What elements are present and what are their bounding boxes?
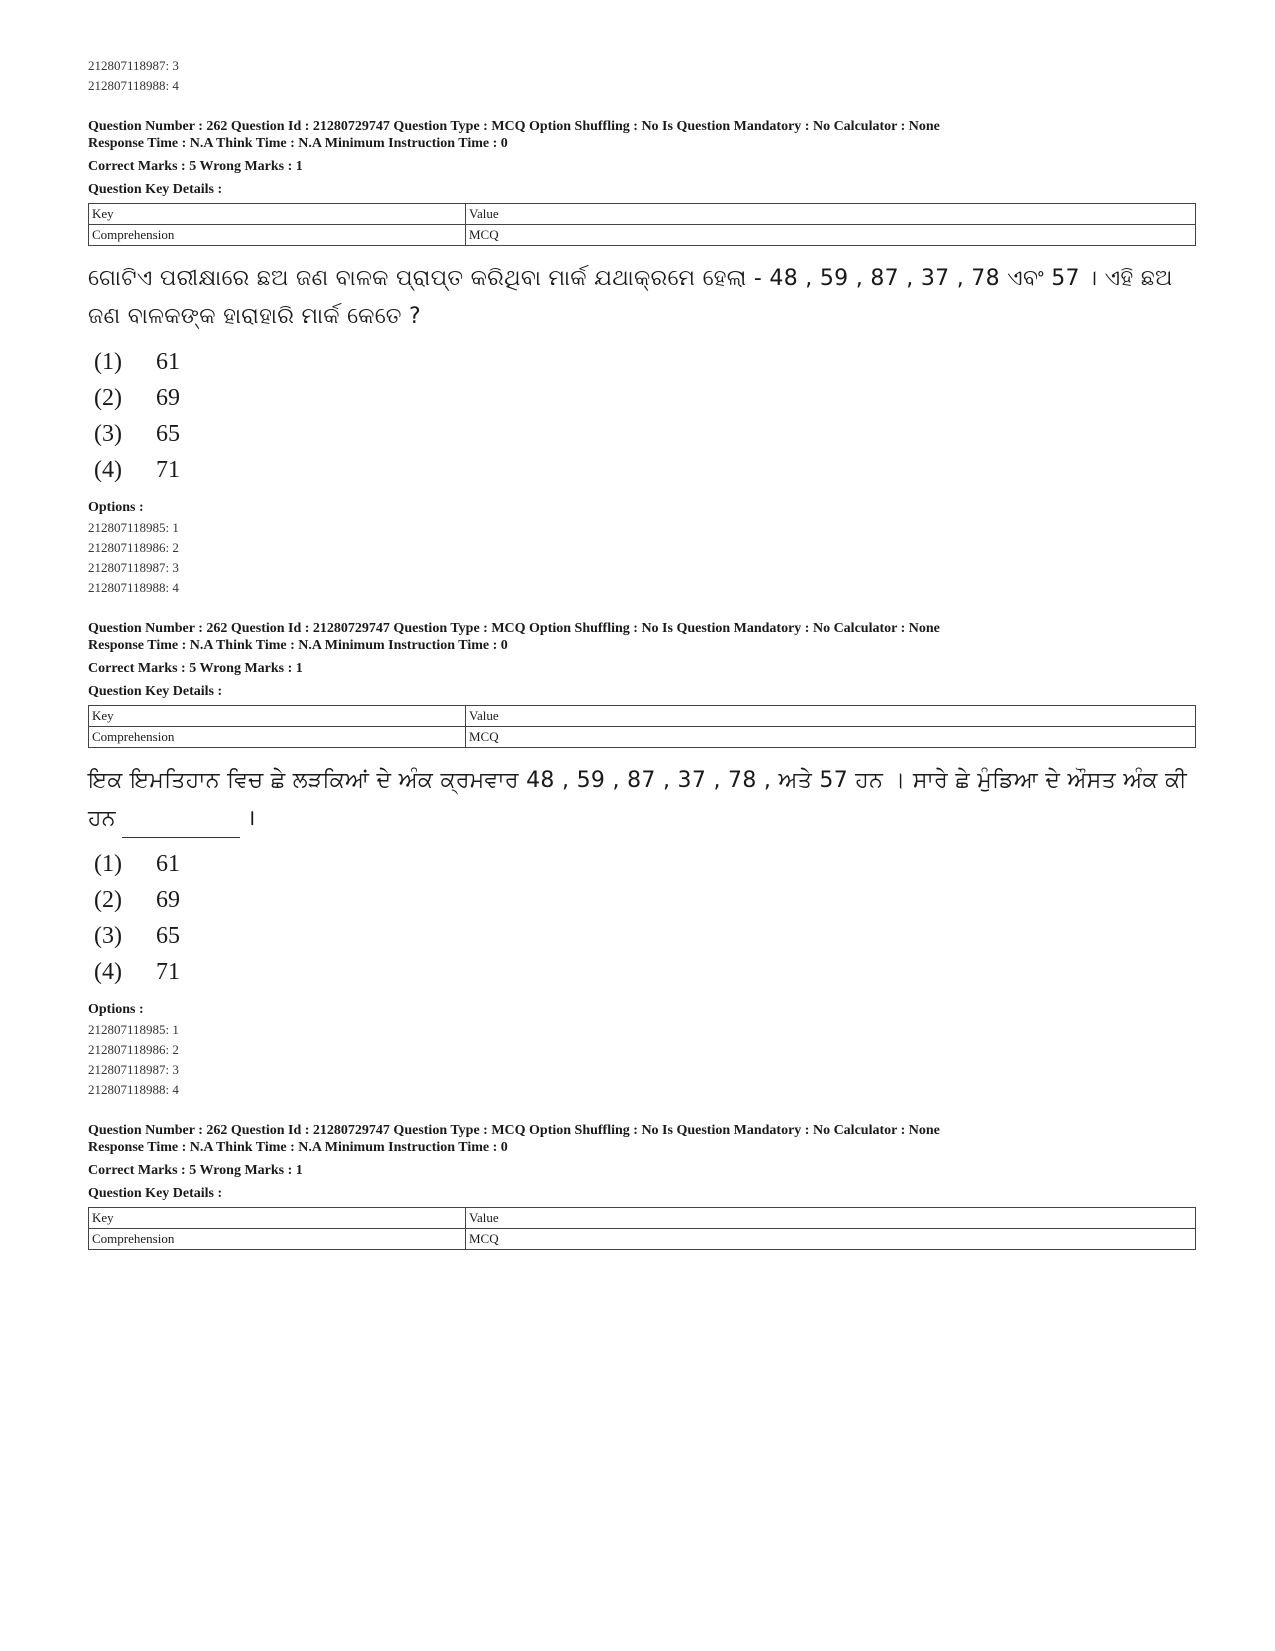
question-text	[88, 762, 1198, 838]
answer-value: 69	[156, 887, 180, 913]
answer-blank	[122, 813, 240, 838]
table-row	[89, 204, 1196, 225]
table-cell-value: MCQ	[466, 727, 1196, 748]
table-header-value: Value	[466, 1208, 1196, 1229]
option-id: 212807118987: 3	[88, 58, 179, 73]
question-meta	[88, 118, 1198, 152]
answer-number: (3)	[94, 923, 122, 949]
table-header-value: Value	[466, 706, 1196, 727]
table-header-key: Key	[89, 706, 466, 727]
answer-number: (1)	[94, 851, 122, 877]
table-header-key: Key	[89, 1208, 466, 1229]
answer-value: 61	[156, 851, 180, 877]
answer-choice	[88, 846, 1198, 882]
table-row	[89, 225, 1196, 246]
answer-choice	[88, 344, 1198, 380]
question-meta	[88, 1122, 1198, 1156]
answer-value: 71	[156, 457, 180, 483]
table-row	[89, 1208, 1196, 1229]
answer-number: (3)	[94, 421, 122, 447]
answer-value: 61	[156, 349, 180, 375]
answer-number: (2)	[94, 385, 122, 411]
answer-choice	[88, 954, 1198, 990]
option-ids	[88, 1020, 1198, 1100]
question-block-punjabi	[88, 620, 1198, 1100]
question-end: ।	[247, 806, 256, 831]
table-header-key: Key	[89, 204, 466, 225]
option-id: 212807118988: 4	[88, 1082, 179, 1097]
option-id: 212807118986: 2	[88, 1042, 179, 1057]
option-ids	[88, 518, 1198, 598]
table-row	[89, 1229, 1196, 1250]
options-label: Options :	[88, 500, 144, 515]
table-cell-key: Comprehension	[89, 727, 466, 748]
answer-choice	[88, 380, 1198, 416]
table-row	[89, 706, 1196, 727]
answer-number: (4)	[94, 959, 122, 985]
question-block-odia	[88, 118, 1198, 598]
key-details-table	[88, 203, 1196, 246]
answer-number: (2)	[94, 887, 122, 913]
question-body: ਇਕ ਇਮਤਿਹਾਨ ਵਿਚ ਛੇ ਲੜਕਿਆਂ ਦੇ ਅੰਕ ਕ੍ਰਮਵਾਰ 48 , 59 , 87 , 37 , 78 , ਅਤੇ 57 ਹਨ । ਸਾਰੇ ਛੇ ਮੁੰਡਿਆ ਦੇ ਔਸਤ ਅੰਕ ਕੀ ਹਨ	[88, 768, 1188, 831]
question-text: ଗୋଟିଏ ପରୀକ୍ଷାରେ ଛଅ ଜଣ ବାଳକ ପ୍ରାପ୍ତ କରିଥିବା ମାର୍କ ଯଥାକ୍ରମେ ହେଲା - 48 , 59 , 87 , 37 , 78 ଏବଂ 57 । ଏହି ଛଅ ଜଣ ବାଳକଙ୍କ ହାରାହାରି ମାର୍କ କେତେ ?	[88, 266, 1173, 329]
marks-line: Correct Marks : 5 Wrong Marks : 1	[88, 1163, 303, 1178]
top-option-ids	[88, 56, 1198, 96]
question-meta	[88, 620, 1198, 654]
question-meta-line: Question Number : 262 Question Id : 21280729747 Question Type : MCQ Option Shuffling : No Is Question Mandatory : No Calculator : None	[88, 119, 940, 134]
option-id: 212807118986: 2	[88, 540, 179, 555]
answer-choices	[88, 846, 1198, 990]
answer-choice	[88, 416, 1198, 452]
marks-line: Correct Marks : 5 Wrong Marks : 1	[88, 159, 303, 174]
table-header-value: Value	[466, 204, 1196, 225]
table-cell-key: Comprehension	[89, 1229, 466, 1250]
question-meta-line: Question Number : 262 Question Id : 21280729747 Question Type : MCQ Option Shuffling : No Is Question Mandatory : No Calculator : None	[88, 1123, 940, 1138]
answer-choice	[88, 452, 1198, 488]
option-id: 212807118988: 4	[88, 580, 179, 595]
table-cell-key: Comprehension	[89, 225, 466, 246]
key-details-table	[88, 1207, 1196, 1250]
key-details-label: Question Key Details :	[88, 182, 223, 197]
option-id: 212807118987: 3	[88, 560, 179, 575]
answer-value: 69	[156, 385, 180, 411]
option-id: 212807118985: 1	[88, 520, 179, 535]
document-page	[88, 56, 1198, 1250]
table-cell-value: MCQ	[466, 225, 1196, 246]
answer-number: (1)	[94, 349, 122, 375]
question-meta-line: Response Time : N.A Think Time : N.A Minimum Instruction Time : 0	[88, 136, 508, 151]
question-meta-line: Response Time : N.A Think Time : N.A Minimum Instruction Time : 0	[88, 638, 508, 653]
question-block-3	[88, 1122, 1198, 1250]
option-id: 212807118988: 4	[88, 78, 179, 93]
key-details-label: Question Key Details :	[88, 1186, 223, 1201]
question-meta-line: Question Number : 262 Question Id : 21280729747 Question Type : MCQ Option Shuffling : No Is Question Mandatory : No Calculator : None	[88, 621, 940, 636]
answer-value: 65	[156, 421, 180, 447]
answer-number: (4)	[94, 457, 122, 483]
marks-line: Correct Marks : 5 Wrong Marks : 1	[88, 661, 303, 676]
question-meta-line: Response Time : N.A Think Time : N.A Minimum Instruction Time : 0	[88, 1140, 508, 1155]
table-row	[89, 727, 1196, 748]
answer-value: 71	[156, 959, 180, 985]
key-details-label: Question Key Details :	[88, 684, 223, 699]
answer-choice	[88, 882, 1198, 918]
answer-value: 65	[156, 923, 180, 949]
answer-choice	[88, 918, 1198, 954]
table-cell-value: MCQ	[466, 1229, 1196, 1250]
option-id: 212807118985: 1	[88, 1022, 179, 1037]
option-id: 212807118987: 3	[88, 1062, 179, 1077]
answer-choices	[88, 344, 1198, 488]
key-details-table	[88, 705, 1196, 748]
options-label: Options :	[88, 1002, 144, 1017]
